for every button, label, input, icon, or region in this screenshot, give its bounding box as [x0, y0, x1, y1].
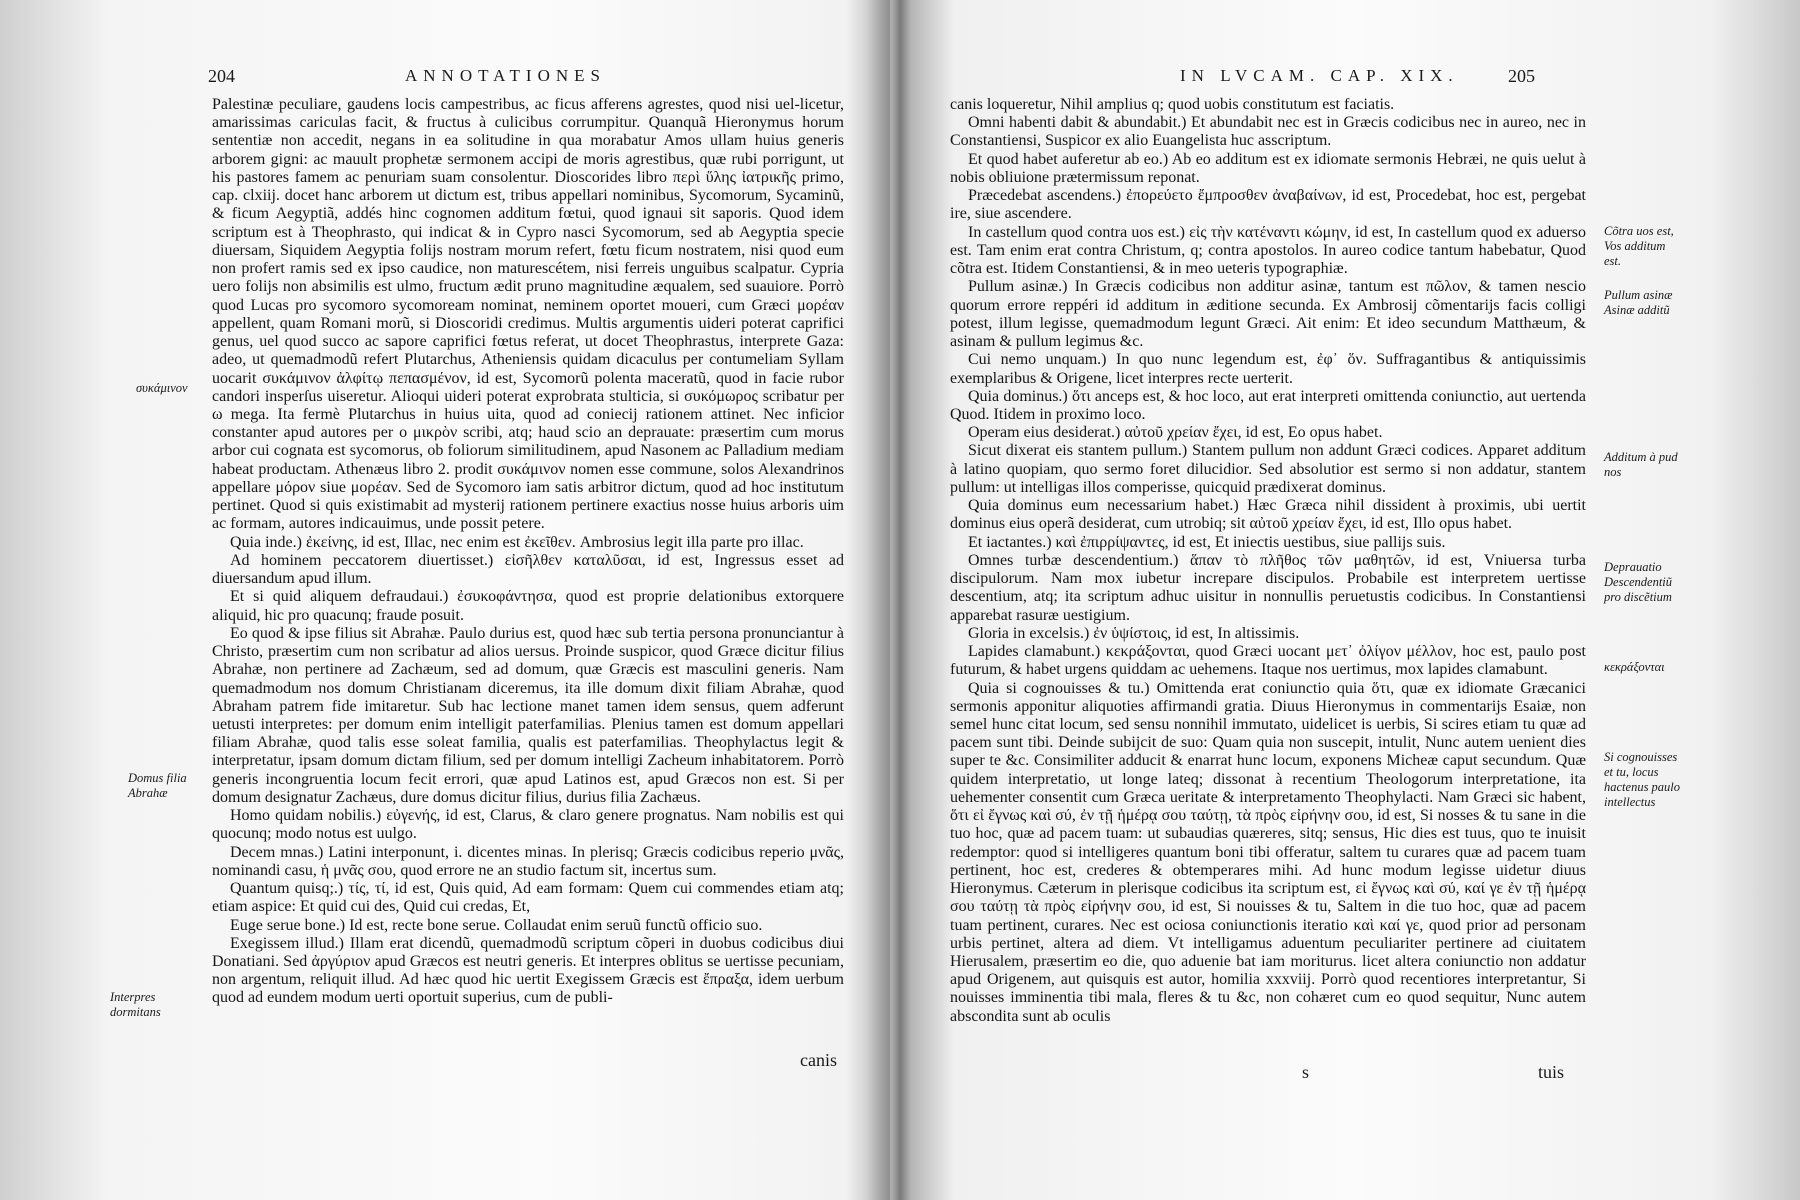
margin-note: Pullum asinæ Asinæ additũ	[1604, 288, 1673, 317]
running-head: ANNOTATIONES	[405, 66, 606, 85]
paragraph: Et si quid aliquem defraudaui.) ἐσυκοφάντησα, quod est proprie delationibus extorquere aliquid, hic pro quacunq; fraude posuit.	[212, 588, 844, 624]
paragraph: Quia dominus.) ὅτι anceps est, & hoc loco, aut erat interpreti omittenda coniunctio, aut uertenda Quod. Itidem in proximo loco.	[950, 387, 1586, 423]
paragraph: In castellum quod contra uos est.) εἰς τὴν κατέναντι κώμην, id est, In castellum quod ex aduerso est. Tam enim erat contra Christum, q; contra apostolos. In aureo codice tantum habebatur, Quod cõtra est. Itidem Constantiensi, & in meo ueteris typographiæ.	[950, 223, 1586, 278]
left-page	[0, 0, 890, 1200]
paragraph: Omnes turbæ descendentium.) ἅπαν τὸ πλῆθος τῶν μαθητῶν, id est, Vniuersa turba discipulorum. Nam mox iubetur increpare discipulos. Probabile est interpretem uertisse descentium, atq; ita scriptum adhuc uisitur in nonnullis peruetustis codicibus. In Constantiensi apparebat rasuræ uestigium.	[950, 551, 1586, 624]
paragraph: Operam eius desiderat.) αὐτοῦ χρείαν ἔχει, id est, Eo opus habet.	[968, 424, 1383, 442]
paragraph: Palestinæ peculiare, gaudens locis campestribus, ac ficus afferens agrestes, quod nisi uel-licetur, amarissimas cariculas facit, & fructus à culicibus corrumpitur. Quanquã Hieronymus horum sententiæ non accedit, negans in ea solitudine in qua morabatur Amos ullam huius generis arborem gigni: ac mauult prophetæ sermonem accipi de moris agrestibus, quæ rubi porrigunt, ut his pastores famem ac penuriam suam consolentur. Dioscorides libro περὶ ὕλης ἰατρικῆς primo, cap. clxiij. docet hanc arborem ut dictum est, tribus appellari nominibus, Sycomorum, Sycaminũ, & ficum Aegyptiã, addés hinc cognomen additum fœtui, quod ignaui sit saporis. Quod idem scriptum est à Theophrasto, qui indicat & in Cypro nasci Sycomorum, sed ab Aegyptia specie diuersam, Siquidem Aegyptia folijs nostram morum refert, fœtu ficum nostratem, nisi quod eum non profert ramis sed ex ipso caudice, non maturescétem, nisi ferreis unguibus scalpatur. Cypria uero folijs non absimilis est ulmo, fructum ædit pruno magnitudine æqualem, sed suauiore. Porrò quod Lucas pro sycomoro sycomoream nominat, neminem oportet moueri, cum Græci μορέαν appellent, quam Romani morũ, si Dioscoridi credimus. Multis argumentis uideri poterat caprifici genus, uel quod succo ac sapore caprifici fœtus referat, ut docet Theophrastus, interprete Gaza: adeo, ut quemadmodũ refert Plutarchus, Atheniensis quidam dicaculus per contumeliam Syllam uocarit συκάμινον ἀλφίτῳ πεπασμένον, id est, Sycomorũ polenta maceratũ, quod in facie rubor candori insperſus uiseretur. Alioqui uideri poterat exprobrata stulticia, si συκόμωρος scribatur per ω mega. Ita fermè Plutarchus in huius uita, quod ad coniecij rationem attinet. Nec inficior constanter apud autores per o μικρὸν scribi, atq; haud scio an deprauate: præsertim cum morus arbor cui cognata est sycomorus, ob foliorum similitudinem, apud Nasonem ac Palladium mediam habeat productam. Athenæus libro 2. prodit συκάμινον nomen esse commune, solos Alexandrinos appellare μόρον siue μορέαν. Sed de Sycomoro iam satis arbitror dictum, quod ad hoc institutum pertinet. Quod si quis existimabit ad mysterij rationem pertinere exactius nosse huius arboris uim ac formam, autores indicauimus, unde possit petere.	[212, 96, 844, 533]
catchword: canis	[800, 1050, 837, 1070]
page-number: 205	[1508, 66, 1535, 86]
right-text-block	[950, 96, 1586, 1026]
running-head: IN LVCAM. CAP. XIX.	[1180, 66, 1459, 85]
page-number: 204	[208, 66, 235, 86]
paragraph: canis loqueretur, Nihil amplius q; quod uobis constitutum est faciatis.	[950, 96, 1395, 113]
paragraph: Gloria in excelsis.) ἐν ὑψίστοις, id est, In altissimis.	[968, 624, 1300, 642]
gutter-shadow	[866, 0, 890, 1200]
margin-note: Cõtra uos est, Vos additum est.	[1604, 224, 1674, 268]
left-text-block	[212, 96, 844, 1008]
margin-note: Interpres dormitans	[110, 990, 161, 1019]
margin-note: Si cognouisses et tu, locus hactenus paulo intellectus	[1604, 750, 1681, 809]
paragraph: Lapides clamabunt.) κεκράξονται, quod Græci uocant μετ᾽ ὀλίγον μέλλον, hoc est, paulo post futurum, & habet urgens quiddam ac uehemens. Itaque nos uertimus, mox lapides clamabunt.	[950, 643, 1586, 679]
paragraph: Exegissem illud.) Illam erat dicendũ, quemadmodũ scriptum cõperi in duobus codicibus diui Donatiani. Sed ἀργύριον apud Græcos est neutri generis. Et interpres oblitus se uertisse pecuniam, non argentum, reliquit illud. Ad hæc quod hic uertit Exegissem Græcis est ἔπραξα, idem uerbum quod ad eundem modum uerti oportuit superius, cum de publi-	[212, 934, 844, 1007]
paragraph: Quia dominus eum necessarium habet.) Hæc Græca nihil dissident à proximis, ubi uertit dominus eius operã desiderat, cum utrobiq; sit αὐτοῦ χρείαν ἔχει, id est, Illo opus habet.	[950, 497, 1586, 533]
paragraph: Quia inde.) ἐκείνης, id est, Illac, nec enim est ἐκεῖθεν. Ambrosius legit illa parte pro illac.	[230, 533, 804, 551]
paragraph: Præcedebat ascendens.) ἐπορεύετο ἔμπροσθεν ἀναβαίνων, id est, Procedebat, hoc est, pergebat ire, siue ascendere.	[950, 187, 1586, 223]
margin-note: Deprauatio Descendentiũ pro discẽtium	[1604, 560, 1673, 604]
paragraph: Et quod habet auferetur ab eo.) Ab eo additum est ex idiomate sermonis Hebræi, ne quis uelut à nobis obliuione prætermissum reponat.	[950, 150, 1586, 186]
paragraph: Euge serue bone.) Id est, recte bone serue. Collaudat enim seruũ functũ officio suo.	[230, 916, 763, 934]
paragraph: Pullum asinæ.) In Græcis codicibus non additur asinæ, tantum est πῶλον, & tamen nescio quorum errore reppéri id additum in æditione secunda. Ex Ambrosij cõmentarijs facis colligi potest, illum legisse, quemadmodum legunt Græci. Ait enim: Et ideo secundum Matthæum, & asinam & pullum legimus &c.	[950, 278, 1586, 351]
paragraph: Omni habenti dabit & abundabit.) Et abundabit nec est in Græcis codicibus nec in aureo, nec in Constantiensi, Suspicor ex alio Euangelista huc asscriptum.	[950, 114, 1586, 150]
paragraph: Sicut dixerat eis stantem pullum.) Stantem pullum non addunt Græci codices. Apparet additum à latino quopiam, quo sermo foret dilucidior. Sed absolutior est sermo si non addatur, stantem pullum: ut intelligas illos comperisse, quicquid prædixerat dominus.	[950, 442, 1586, 496]
margin-note: Domus filia Abrahæ	[128, 771, 187, 800]
paragraph: Quia si cognouisses & tu.) Omittenda erat coniunctio quia ὅτι, quæ ex idiomate Græcanici sermonis apponitur aliquoties affirmandi gratia. Diuus Hieronymus in commentarijs Esaiæ, non semel hunc citat locum, sed sensu nonnihil immutato, uidelicet is uerbis, Si scires etiam tu quæ ad pacem sunt tibi. Deinde subijcit de suo: Quam quia non suscepit, intulit, Nunc autem uenient dies super te &c. Consimiliter adducit & enarrat hunc locum, exponens Micheæ caput secundum. Quæ quidem interpretatio, ut longe lateq; dissonat à recentium Theologorum interpretatione, ita uehementer consentit cum Græca ueritate & interpretamento Theophylacti. Nam Græci sic habent, ὅτι εἰ ἔγνως καὶ σύ, ἐν τῇ ἡμέρᾳ σου ταύτῃ, τὰ πρὸς εἰρήνην σου, id est, Si nosses & tu sane in die tuo hoc, quæ ad pacem tuam: ut subaudias quæreres, sitq; sensus, Hic dies est tuus, quo te inuisit redemptor: quod si intelligeres quantum boni tibi offeratur, saltem tu curares quæ ad pacem tuam pertinent, hoc est, crederes & obtemperares mihi. Ad hunc modum legisse uidetur diuus Hieronymus. Cæterum in plerisque codicibus ita scriptum est, εἰ ἔγνως καὶ σύ, καί γε ἐν τῇ ἡμέρᾳ σου ταύτῃ τὰ πρὸς εἰρήνην σου, id est, Si nouisses & tu, Saltem in die tuo hoc, quæ ad pacem tuam pertinent, curares. Nec est ociosa coniunctionis iteratio καὶ καί γε, quod prior ad personam urbis pertinet, altera ad diem. Vt intelligamus aduentum peculiariter pertinere ad ciuitatem Hierusalem, præsertim eo die, quo aduenie bat iam moriturus. licet altera coniunctio non addatur apud Origenem, aut quisquis est autor, homilia xxxviij. Porrò quod recentiores interpretantur, Si nouisses imminentia tibi mala, fleres & tu &c, non cohæret cum eo quod sequitur, Nunc autem abscondita sunt ab oculis	[950, 679, 1586, 1025]
paragraph: Quantum quisq;.) τίς, τί, id est, Quis quid, Ad eam formam: Quem cui commendes etiam atq; etiam aspice: Et quid cui des, Quid cui credas, Et,	[212, 880, 844, 916]
right-page	[910, 0, 1800, 1200]
paragraph: Eo quod & ipse filius sit Abrahæ. Paulo durius est, quod hæc sub tertia persona pronunciantur à Christo, præsertim cum non scribatur ad alios uersus. Proinde suspicor, quod Græce dicitur filius Abrahæ, non pertinere ad Zachæum, sed ad domum, quæ Græcis est masculini generis. Nam quemadmodum nos domum Christianam diceremus, ita ille domum dixit filiam Abrahæ, quod Abraham patrem fide imitaretur. Sub hac lectione manet tamen idem sensus, quem adferunt uetusti interpretes: per domum enim intelligit paterfamilias. Plenius tamen est domum appellari filiam Abrahæ, quod talis esse soleat familia, qualis est paterfamilias. Theophylactus legit & interpretatur, ipsam domum dictam filium, sed per domum intelligi Zacheum inhabitatorem. Porrò generis incongruentia locum fecit errori, quæ apud Latinos est, apud Græcos non est. Si per domum designatur Zachæus, dure domus dicitur filius, durius filia Zachæus.	[212, 624, 844, 806]
margin-note: κεκράξονται	[1604, 660, 1665, 674]
paragraph: Decem mnas.) Latini interponunt, i. dicentes minas. In plerisq; Græcis codicibus reperio μνᾶς, nominandi casu, ἡ μνᾶς σου, quod errore ne an studio factum sit, incertus sum.	[212, 843, 844, 879]
paragraph: Ad hominem peccatorem diuertisset.) εἰσῆλθεν καταλῦσαι, id est, Ingressus esset ad diuersandum apud illum.	[212, 551, 844, 588]
signature-mark: s	[1302, 1062, 1310, 1082]
paragraph: Cui nemo unquam.) In quo nunc legendum est, ἐφ᾽ ὅν. Suffragantibus & antiquissimis exemplaribus & Origene, licet interpres recte uerterit.	[950, 351, 1586, 387]
margin-note: Additum à pud nos	[1604, 450, 1678, 479]
catchword: tuis	[1538, 1062, 1565, 1082]
margin-note: συκάμινον	[136, 381, 188, 395]
paragraph: Homo quidam nobilis.) εὐγενής, id est, Clarus, & claro genere prognatus. Nam nobilis est qui quocunq; modo notus est uulgo.	[212, 807, 844, 843]
paragraph: Et iactantes.) καὶ ἐπιρρίψαντες, id est, Et iniectis uestibus, siue pallijs suis.	[968, 533, 1446, 551]
